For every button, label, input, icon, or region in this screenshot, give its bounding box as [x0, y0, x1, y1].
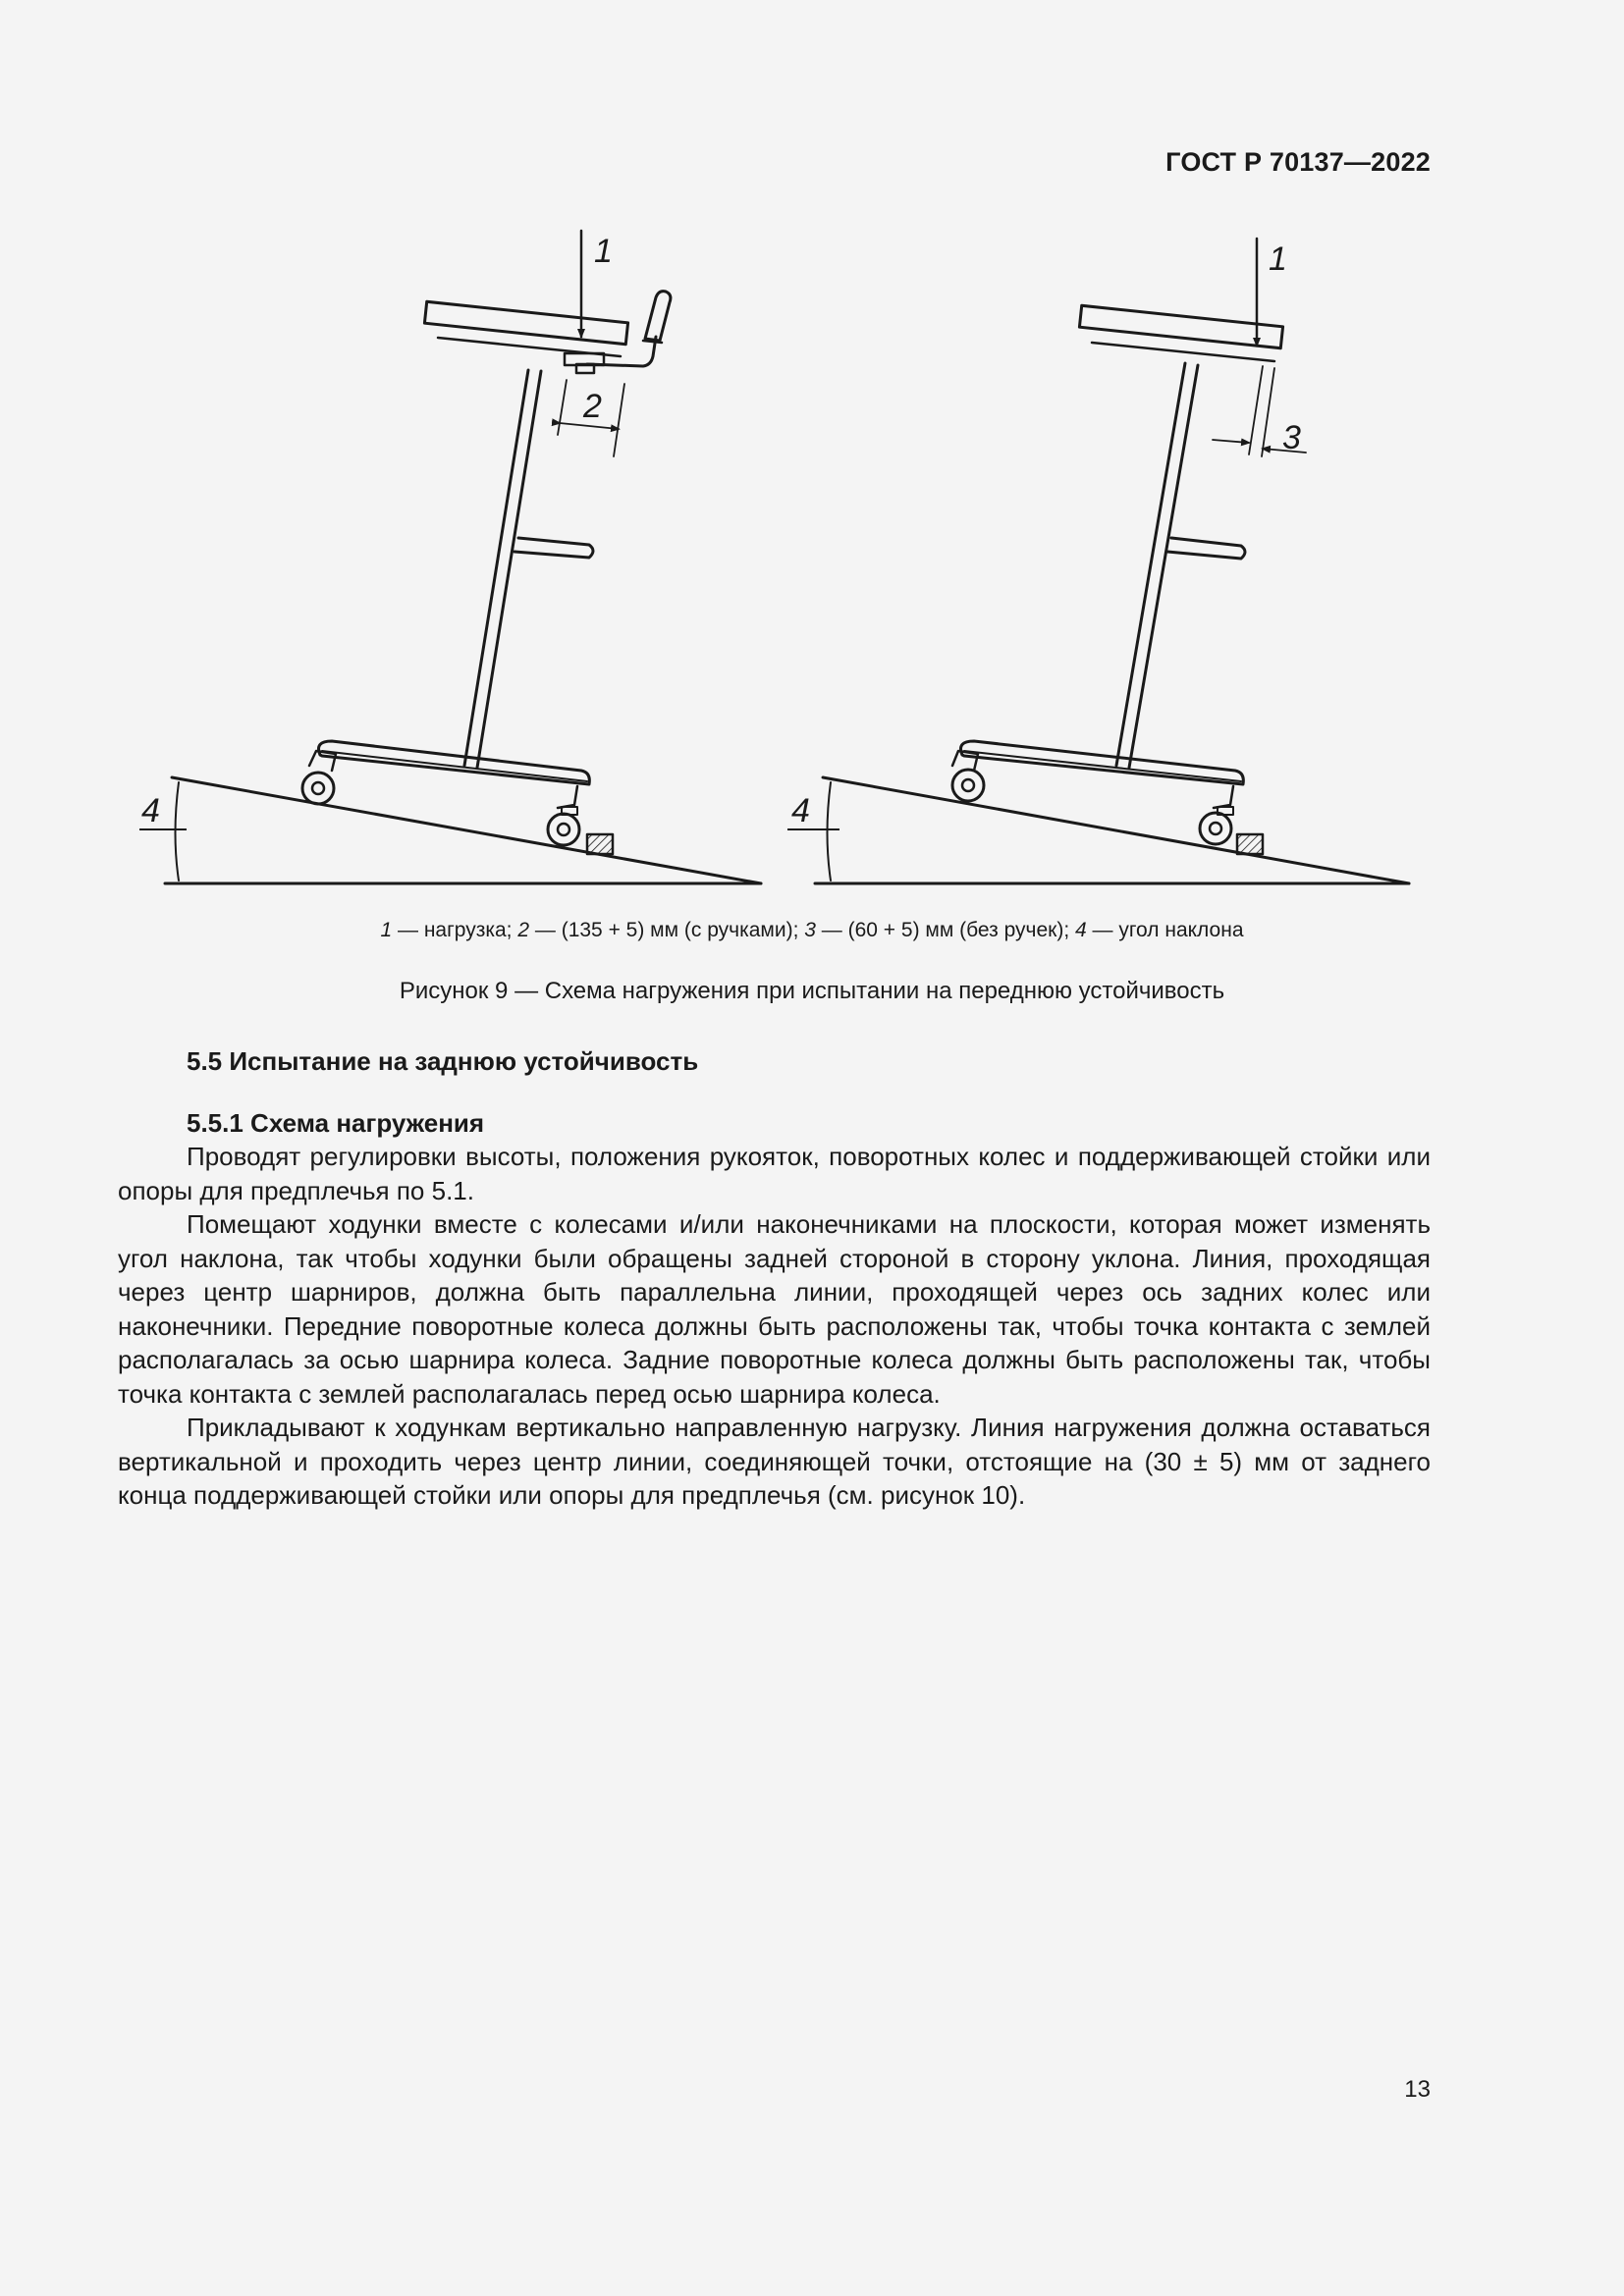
subsection-title: 5.5.1 Схема нагружения	[187, 1107, 485, 1138]
page-number: 13	[1404, 2076, 1431, 2103]
legend-text-1: — нагрузка;	[392, 919, 518, 941]
figure-9	[141, 221, 1424, 908]
figure-caption: Рисунок 9 — Схема нагружения при испытании на переднюю устойчивость	[399, 978, 1225, 1004]
stop-block-left	[587, 834, 613, 854]
section-title: 5.5 Испытание на заднюю устойчивость	[187, 1046, 699, 1076]
figure-legend	[0, 919, 1624, 942]
front-wheel-right	[952, 770, 984, 801]
label-dimension-3: 3	[1282, 419, 1301, 456]
label-load-right: 1	[1269, 240, 1287, 278]
slope-line-left	[172, 777, 761, 883]
post-left-b	[477, 371, 541, 768]
post-right-a	[1116, 363, 1185, 766]
legend-text-4: — угол наклона	[1086, 919, 1244, 941]
label-dimension-2: 2	[583, 388, 602, 425]
seat-right	[1079, 305, 1282, 347]
legend-key-3: 3	[804, 919, 816, 941]
seat-left	[424, 301, 627, 344]
paragraph: Прикладывают к ходункам вертикально направленную нагрузку. Линия нагружения должна оставаться вертикальной и проходить через центр линии, соединяющей точки, отстоящие на (30 ± 5) мм от заднего конца поддерживающей стойки или опоры для предплечья (см. рисунок 10).	[118, 1413, 1431, 1510]
walker-without-handles	[815, 239, 1409, 883]
walker-with-handles	[165, 231, 761, 883]
angle-arc-left	[176, 782, 180, 881]
section-5-5	[118, 1044, 1431, 1513]
post-right-b	[1129, 365, 1198, 768]
label-angle-right: 4	[791, 792, 810, 829]
label-load-left: 1	[594, 233, 613, 270]
figure-9-drawing	[141, 221, 1424, 908]
paragraph: Проводят регулировки высоты, положения рукояток, поворотных колес и поддерживающей стойки или опоры для предплечья по 5.1.	[118, 1142, 1431, 1205]
rear-wheel-right	[1200, 813, 1231, 844]
angle-arc-right	[828, 782, 832, 881]
legend-key-4: 4	[1075, 919, 1087, 941]
label-angle-left: 4	[141, 792, 160, 829]
legend-key-2: 2	[517, 919, 530, 941]
front-wheel-left	[302, 773, 334, 804]
rear-wheel-left	[548, 814, 579, 845]
paragraph: Помещают ходунки вместе с колесами и/или наконечниками на плоскости, которая может изменять угол наклона, так чтобы ходунки были обращены задней стороной в сторону уклона. Линия, проходящая через центр шарниров, должна быть параллельна линии, проходящей через ось задних колес или наконечники. Передние поворотные колеса должны быть расположены так, чтобы точка контакта с землей располагалась за осью шарнира колеса. Задние поворотные колеса должны быть расположены так, чтобы точка контакта с землей располагалась перед осью шарнира колеса.	[118, 1209, 1431, 1409]
post-left-a	[464, 370, 528, 766]
legend-text-2: — (135 + 5) мм (с ручками);	[529, 919, 805, 941]
legend-key-1: 1	[380, 919, 393, 941]
legend-text-3: — (60 + 5) мм (без ручек);	[815, 919, 1075, 941]
stop-block-right	[1237, 834, 1263, 854]
slope-line-right	[823, 777, 1409, 883]
document-code: ГОСТ Р 70137—2022	[1165, 147, 1431, 177]
